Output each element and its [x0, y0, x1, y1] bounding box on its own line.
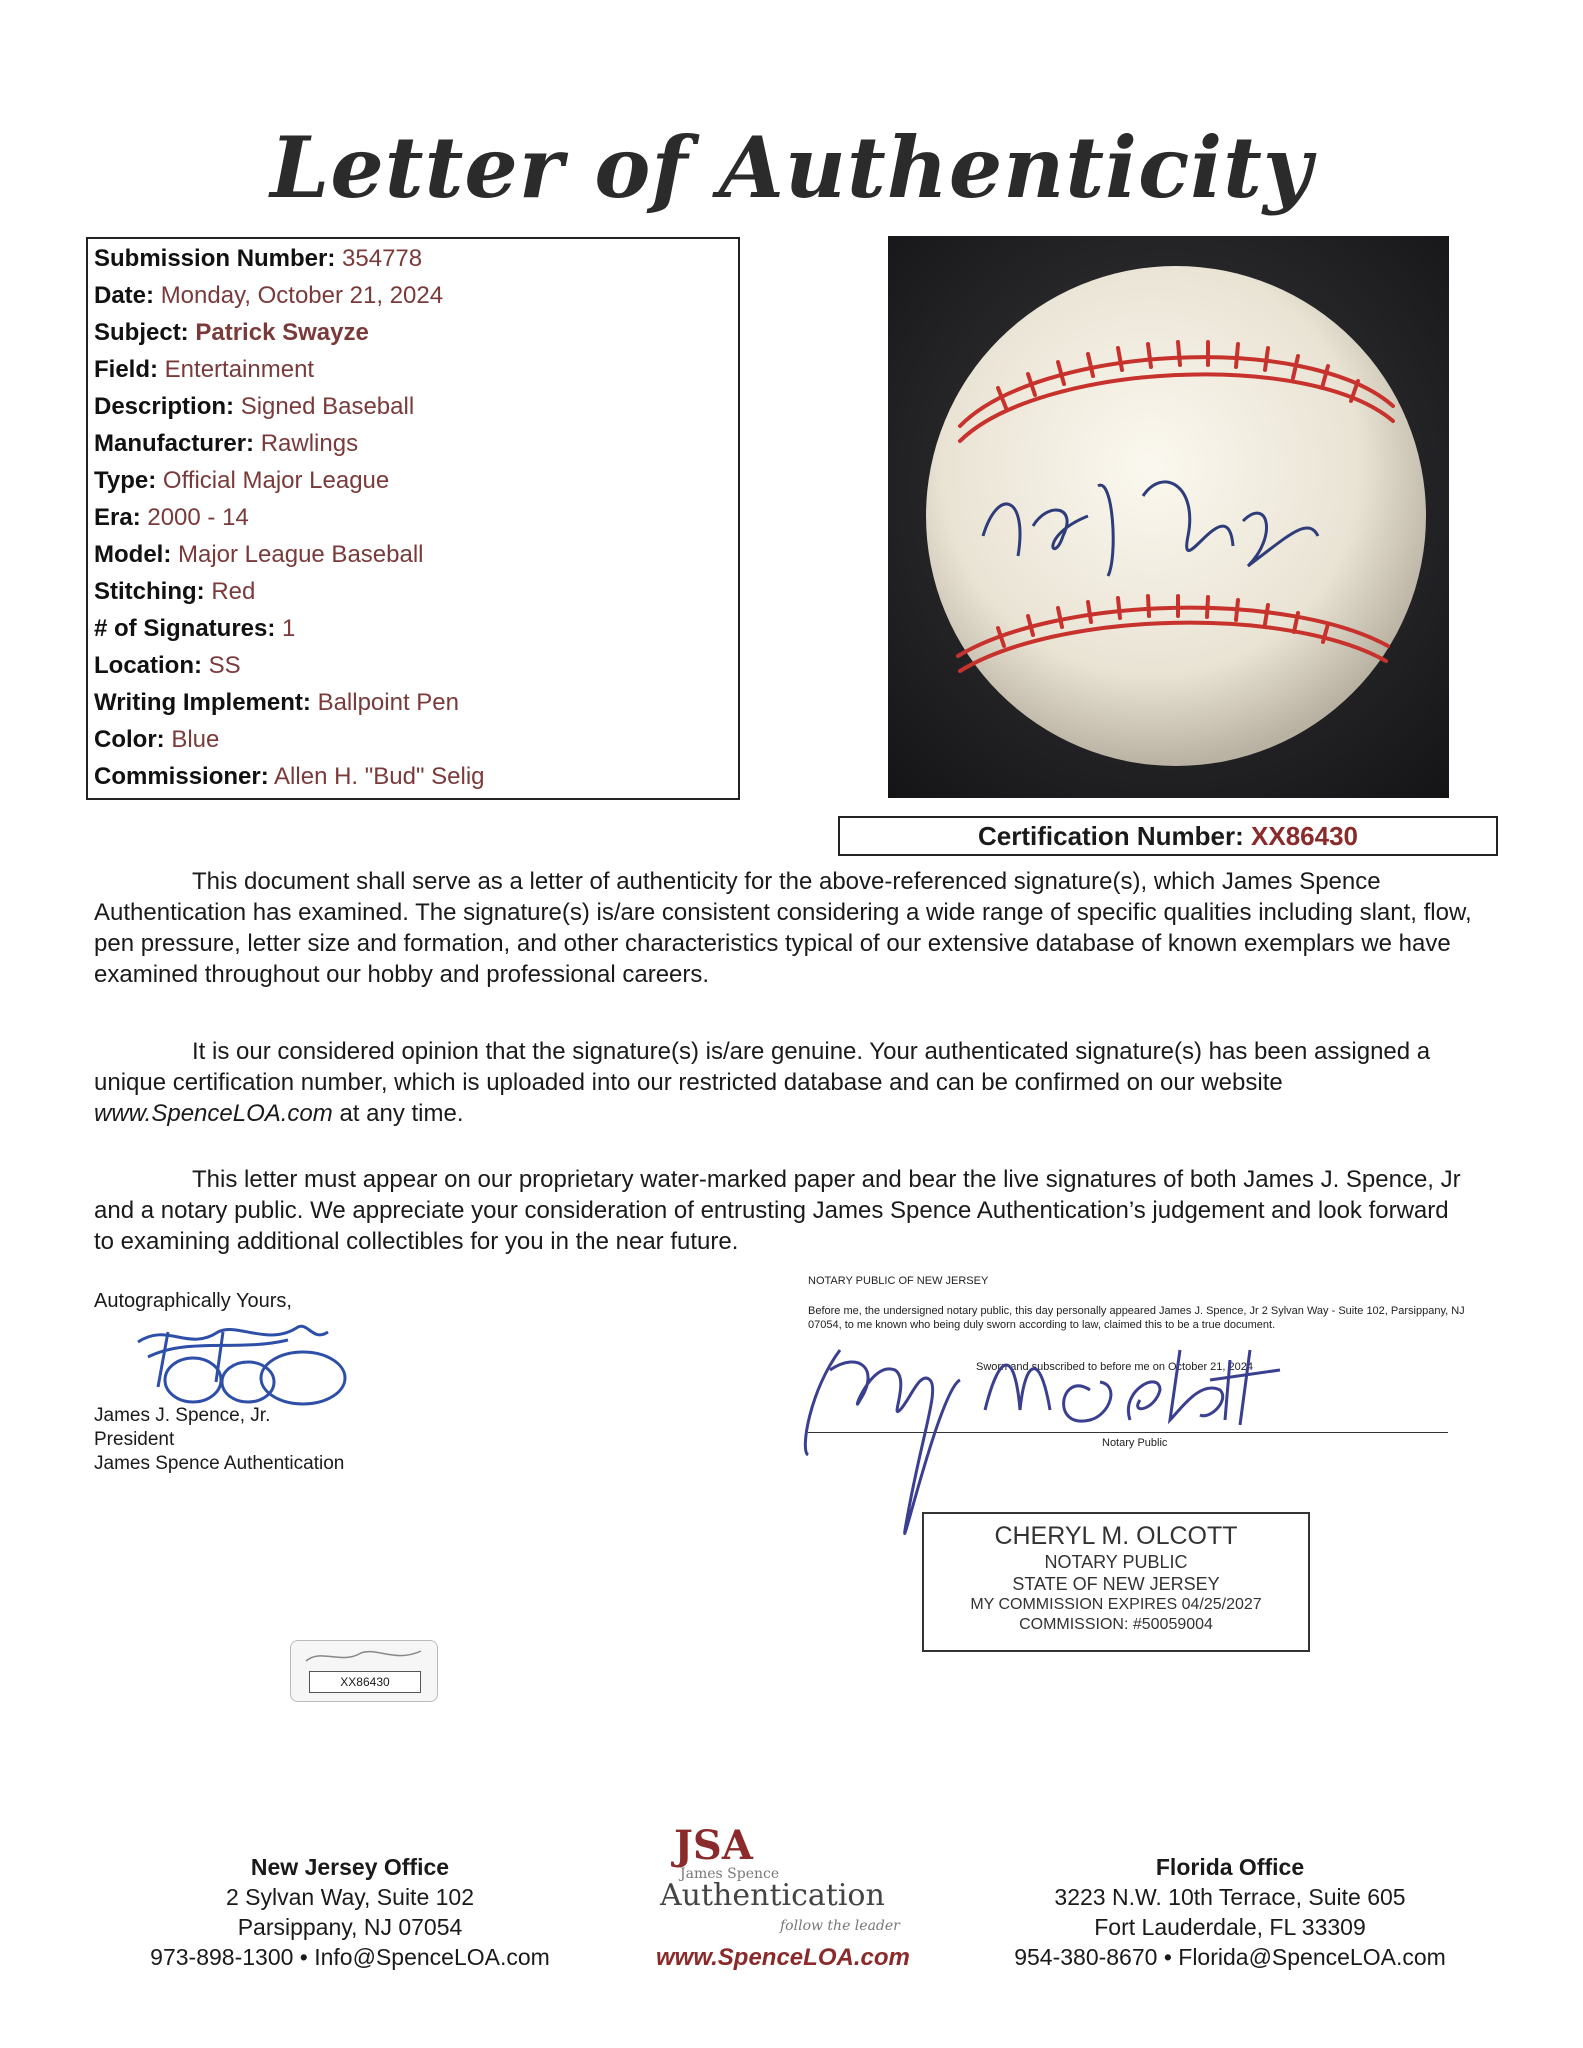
- nj-office: [80, 1852, 620, 1972]
- info-value: Patrick Swayze: [195, 319, 369, 346]
- nj-office-address2: Parsippany, NJ 07054: [237, 1914, 463, 1940]
- info-value: 2000 - 14: [147, 504, 249, 531]
- nj-office-contact: 973-898-1300 • Info@SpenceLOA.com: [150, 1944, 550, 1970]
- hologram-sticker: [290, 1640, 438, 1702]
- info-row-field: [94, 356, 314, 384]
- info-value: Blue: [171, 726, 220, 753]
- fl-office-heading: Florida Office: [1155, 1854, 1305, 1880]
- paragraph-3: This letter must appear on our proprietary water-marked paper and bear the live signatures of both James J. Spence, Jr and a notary public. We appreciate your consideration of entrusting James Spence Authentication’s judgement and look forward to examining additional collectibles for you in the near future.: [94, 1166, 1461, 1255]
- info-value: Ballpoint Pen: [317, 689, 459, 716]
- info-value: Allen H. "Bud" Selig: [274, 763, 485, 790]
- signer-company: James Spence Authentication: [94, 1453, 345, 1474]
- jsa-logo-authentication: Authentication: [660, 1878, 885, 1913]
- info-row-date: [94, 282, 443, 310]
- nj-office-heading: New Jersey Office: [250, 1854, 450, 1880]
- info-value: Official Major League: [162, 467, 390, 494]
- info-label: Era:: [94, 504, 141, 531]
- info-row-era: [94, 504, 249, 532]
- info-label: Description:: [94, 393, 235, 420]
- sticker-number: XX86430: [309, 1671, 421, 1693]
- info-value: 354778: [342, 245, 423, 272]
- info-value: Rawlings: [260, 430, 359, 457]
- website-link[interactable]: www.SpenceLOA.com: [94, 1100, 333, 1127]
- info-label: Date:: [94, 282, 155, 309]
- page-title: Letter of Authenticity: [270, 118, 1313, 217]
- info-label: Subject:: [94, 319, 189, 346]
- baseball: [926, 266, 1426, 766]
- info-label: Model:: [94, 541, 172, 568]
- info-label: Commissioner:: [94, 763, 269, 790]
- fl-office: [960, 1852, 1500, 1972]
- info-value: Monday, October 21, 2024: [160, 282, 444, 309]
- notary-stamp: [922, 1512, 1310, 1652]
- info-row-commissioner: [94, 763, 485, 791]
- jsa-logo-tagline: follow the leader: [780, 1918, 900, 1934]
- paragraph-1: This document shall serve as a letter of authenticity for the above-referenced signature(s), which James Spence Authentication has examined. The signature(s) is/are consistent considering a wide range of specific qualities including slant, flow, pen pressure, letter size and formation, and other characteristics typical of our extensive database of known exemplars we have examined throughout our hobby and professional careers.: [94, 868, 1472, 988]
- info-row-description: [94, 393, 414, 421]
- notary-sworn: Sworn and subscribed to before me on October 21, 2024: [976, 1361, 1254, 1373]
- info-label: Type:: [94, 467, 157, 494]
- jsa-logo: [640, 1822, 940, 1982]
- baseball-photo: [888, 236, 1449, 798]
- info-value: Signed Baseball: [240, 393, 415, 420]
- nj-office-address1: 2 Sylvan Way, Suite 102: [225, 1884, 474, 1910]
- signer-role: President: [94, 1429, 175, 1450]
- certification-value: XX86430: [1251, 821, 1359, 851]
- paragraph-2-text: It is our considered opinion that the signature(s) is/are genuine. Your authenticated signature(s) has been assigned a unique certification number, which is uploaded into our restricted database and can be confirmed on our website: [94, 1038, 1431, 1096]
- submission-details-box: [86, 237, 740, 800]
- certification-label: Certification Number:: [977, 821, 1244, 851]
- info-row-subject: [94, 319, 369, 347]
- info-label: Stitching:: [94, 578, 205, 605]
- notary-body: Before me, the undersigned notary public, this day personally appeared James J. Spence, Jr 2 Sylvan Way - Suite 102, Parsippany, NJ 07054, to me known who being duly sworn according to law, claimed this to be a true document.: [808, 1305, 1465, 1331]
- info-row-location: [94, 652, 241, 680]
- info-value: 1: [282, 615, 296, 642]
- paragraph-2: [94, 1036, 1474, 1129]
- sticker-signature: [301, 1643, 427, 1669]
- info-row-signature-count: [94, 615, 295, 643]
- fl-office-address2: Fort Lauderdale, FL 33309: [1094, 1914, 1366, 1940]
- info-row-model: [94, 541, 424, 569]
- info-row-color: [94, 726, 219, 754]
- info-label: Color:: [94, 726, 165, 753]
- jsa-logo-small: James Spence: [680, 1866, 780, 1882]
- fl-office-address1: 3223 N.W. 10th Terrace, Suite 605: [1054, 1884, 1406, 1910]
- jsa-logo-mark: JSA: [674, 1822, 753, 1869]
- info-label: Manufacturer:: [94, 430, 255, 457]
- jsa-logo-url[interactable]: www.SpenceLOA.com: [656, 1944, 910, 1971]
- notary-stamp-line1: NOTARY PUBLIC: [1044, 1552, 1188, 1572]
- notary-heading: NOTARY PUBLIC OF NEW JERSEY: [808, 1275, 989, 1287]
- spence-signature: [128, 1312, 358, 1412]
- info-value: Entertainment: [164, 356, 315, 383]
- info-value: Major League Baseball: [178, 541, 424, 568]
- info-label: Writing Implement:: [94, 689, 311, 716]
- info-label: # of Signatures:: [94, 615, 276, 642]
- signer-name: James J. Spence, Jr.: [94, 1405, 271, 1426]
- notary-stamp-line2: STATE OF NEW JERSEY: [1012, 1574, 1220, 1594]
- info-label: Submission Number:: [94, 245, 336, 272]
- notary-stamp-line3: MY COMMISSION EXPIRES 04/25/2027: [970, 1596, 1262, 1613]
- info-row-manufacturer: [94, 430, 358, 458]
- info-value: Red: [211, 578, 256, 605]
- info-label: Field:: [94, 356, 158, 383]
- fl-office-contact: 954-380-8670 • Florida@SpenceLOA.com: [1014, 1944, 1446, 1970]
- info-row-writing-implement: [94, 689, 459, 717]
- notary-stamp-name: CHERYL M. OLCOTT: [994, 1522, 1238, 1550]
- certification-number-box: [838, 816, 1498, 856]
- info-row-submission-number: [94, 245, 422, 273]
- info-row-stitching: [94, 578, 255, 606]
- info-row-type: [94, 467, 389, 495]
- closing-salutation: Autographically Yours,: [94, 1290, 292, 1312]
- notary-stamp-line4: COMMISSION: #50059004: [1019, 1616, 1213, 1633]
- info-value: SS: [208, 652, 241, 679]
- info-label: Location:: [94, 652, 202, 679]
- notary-line-label: Notary Public: [1102, 1437, 1168, 1449]
- paragraph-2-tail: at any time.: [332, 1100, 464, 1127]
